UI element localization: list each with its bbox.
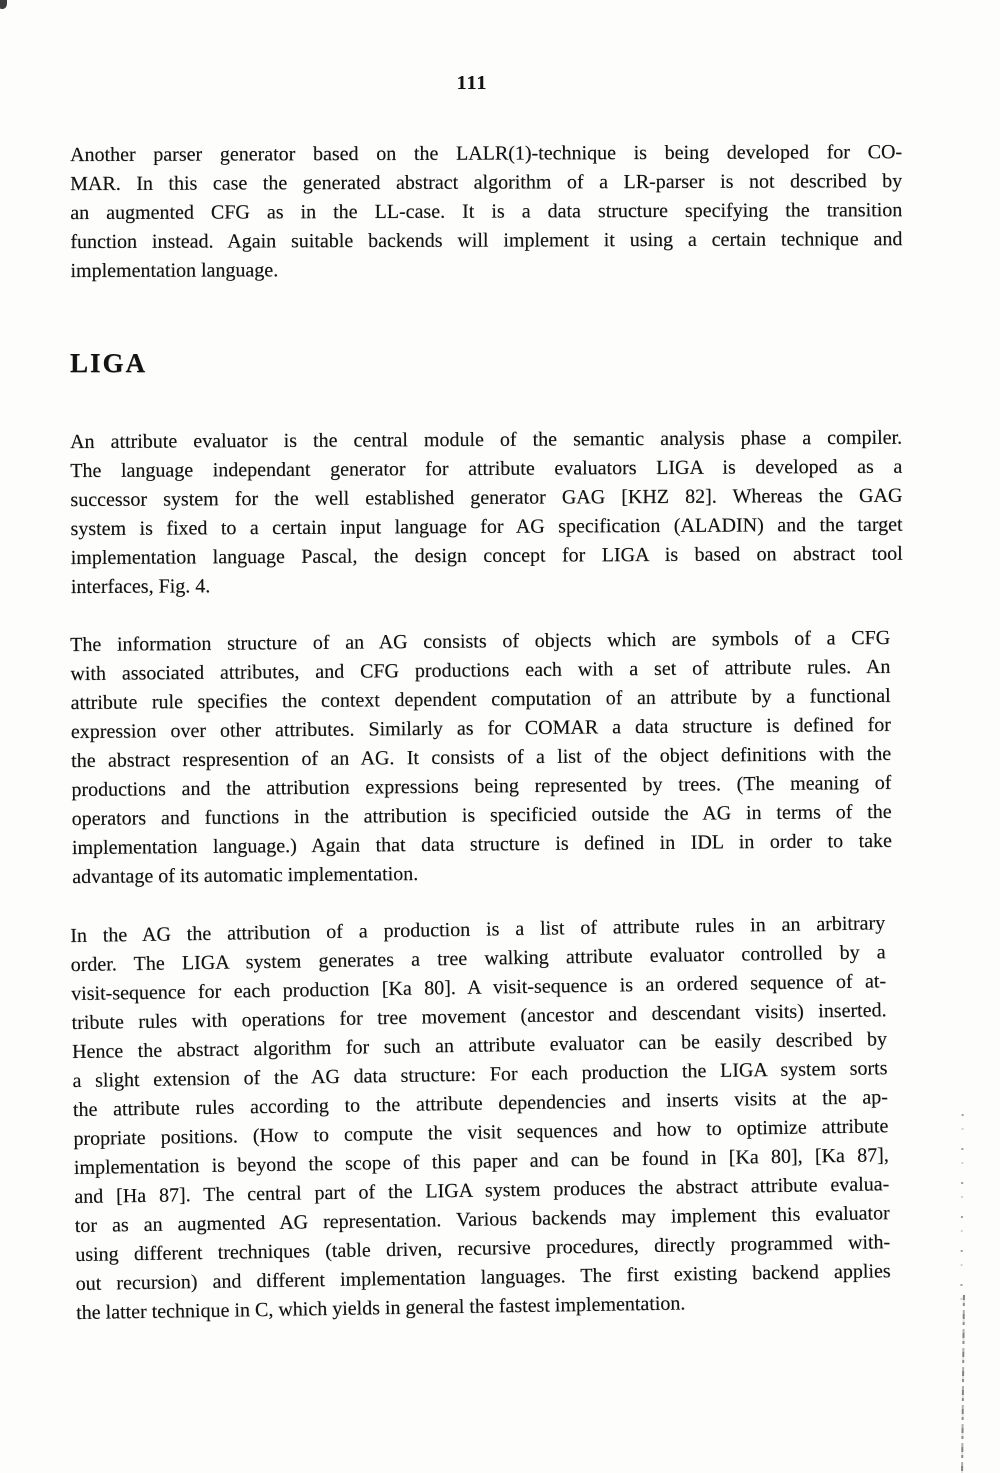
section-heading: LIGA [70,348,148,378]
text-line: visit-sequence for each production [Ka 80]. A visit-sequence is an ordered sequence of at- [70,970,887,1005]
text-line: system is fixed to a certain input language for AG specification (ALADIN) and the target [70,513,903,540]
text-line: the attribute rules according to the attribute dependencies and inserts visits at the ap- [72,1086,889,1121]
text-line: advantage of its automatic implementation. [72,862,419,888]
text-line: An attribute evaluator is the central module of the semantic analysis phase a compiler. [70,426,903,453]
text-line: a slight extension of the AG data structure: For each production the LIGA system sorts [72,1057,888,1092]
text-line: successor system for the well established generator GAG [KHZ 82]. Whereas the GAG [70,484,903,511]
paragraph-visit-sequences [70,909,891,1328]
text-line: tribute rules with operations for tree movement (ancestor and descendant visits) inserted. [71,999,887,1034]
text-line: and [Ha 87]. The central part of the LIGA system produces the abstract attribute evalua- [74,1173,890,1208]
text-line: with associated attributes, and CFG productions each with a set of attribute rules. An [70,655,891,685]
scan-corner-speck [0,0,7,9]
text-line: order. The LIGA system generates a tree walking attribute evaluator controlled by a [70,941,886,976]
text-line: expression over other attributes. Similarly as for COMAR a data structure is defined for [70,713,891,743]
text-line: In the AG the attribution of a production is a list of attribute rules in an arbitrary [70,912,886,947]
text-line: out recursion) and different implementation languages. The first existing backend applies [75,1260,891,1295]
text-line: Hence the abstract algorithm for such an attribute evaluator can be easily described by [71,1028,888,1063]
text-line: the latter technique in C, which yields in general the fastest implementation. [75,1292,686,1324]
text-line: The language independant generator for attribute evaluators LIGA is developed as a [70,455,903,482]
page-number: 111 [456,72,488,94]
text-line: using different trechniques (table driven, recursive procedures, directly programmed with- [75,1231,891,1266]
text-line: function instead. Again suitable backends will implement it using a certain technique and [70,228,903,253]
text-line: productions and the attribution expressions being represented by trees. (The meaning of [71,771,892,801]
text-line: implementation language Pascal, the design concept for LIGA is based on abstract tool [70,542,903,569]
text-line: attribute rule specifies the context dependent computation of an attribute by a functional [70,684,891,714]
scan-edge-artifact-upper [960,1108,963,1308]
text-line: interfaces, Fig. 4. [70,575,211,598]
text-line: MAR. In this case the generated abstract algorithm of a LR-parser is not described by [70,170,903,195]
text-line: propriate positions. (How to compute the visit sequences and how to optimize attribute [73,1115,889,1150]
text-line: tor as an augmented AG representation. Various backends may implement this evaluator [74,1202,890,1237]
text-line: implementation language.) Again that data structure is defined in IDL in order to take [71,829,892,859]
text-line: implementation is beyond the scope of this paper and can be found in [Ka 80], [Ka 87], [73,1144,889,1179]
text-line: an augmented CFG as in the LL-case. It is a data structure specifying the transition [70,199,903,224]
text-line: the abstract respresention of an AG. It consists of a list of the object definitions with the [71,742,892,772]
paragraph-liga-intro [70,424,903,602]
paragraph-information-structure [70,624,892,892]
text-line: operators and functions in the attribution is specificied outside the AG in terms of the [71,800,892,830]
paragraph-comar [70,138,903,286]
scan-edge-artifact-lower [961,1295,965,1473]
text-line: The information structure of an AG consists of objects which are symbols of a CFG [70,626,891,656]
text-line: Another parser generator based on the LALR(1)-technique is being developed for CO- [70,141,903,166]
text-line: implementation language. [70,259,279,282]
